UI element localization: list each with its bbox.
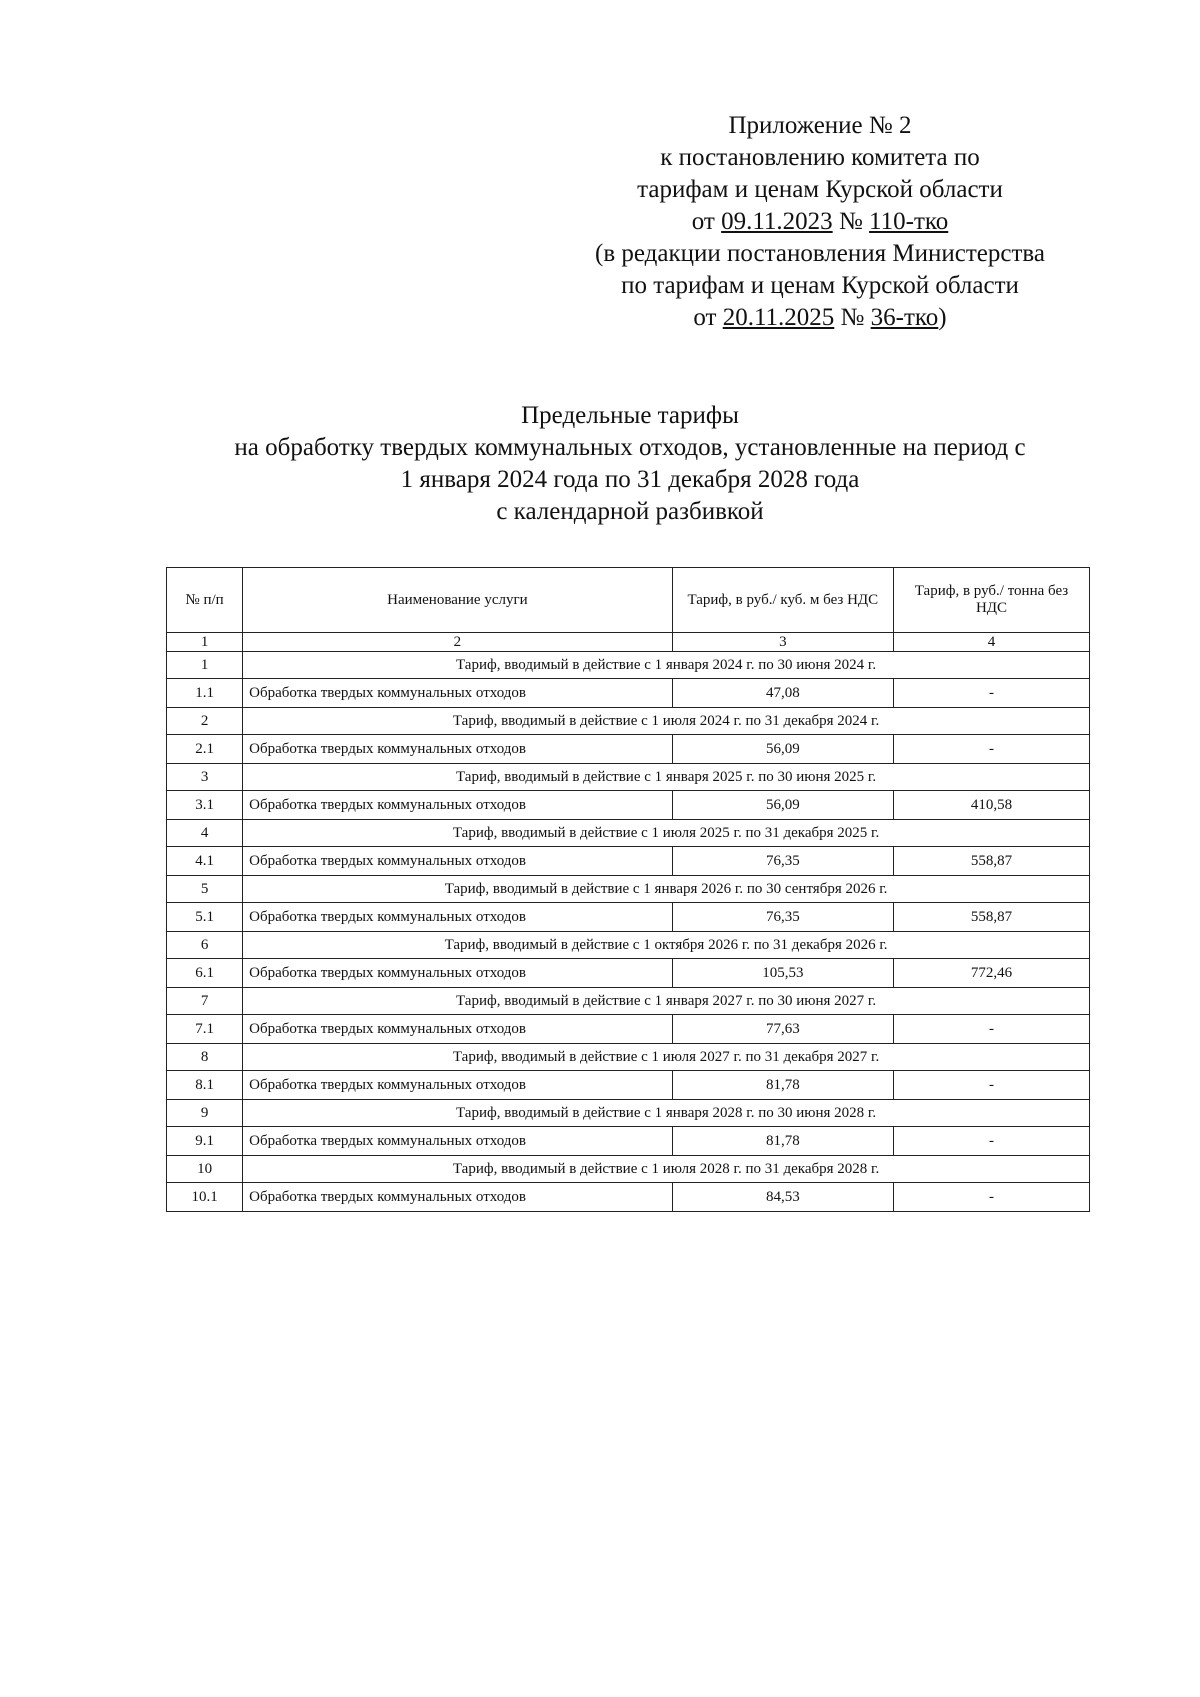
tariff-ton-cell: - (893, 679, 1089, 708)
period-description-cell: Тариф, вводимый в действие с 1 января 2026 г. по 30 сентября 2026 г. (243, 876, 1090, 903)
decree-number: 110-тко (869, 208, 949, 235)
amendment-ministry-line: по тарифам и ценам Курской области (621, 272, 1019, 299)
period-row (167, 1100, 1090, 1127)
header-tariff-cubic: Тариф, в руб./ куб. м без НДС (672, 568, 893, 633)
period-row (167, 1156, 1090, 1183)
item-num-cell: 10.1 (167, 1183, 243, 1212)
period-description-cell: Тариф, вводимый в действие с 1 января 2027 г. по 30 июня 2027 г. (243, 988, 1090, 1015)
period-row (167, 988, 1090, 1015)
amendment-line: (в редакции постановления Министерства (595, 240, 1045, 267)
table-row (167, 679, 1090, 708)
period-num-cell: 4 (167, 820, 243, 847)
item-num-cell: 2.1 (167, 735, 243, 764)
period-num-cell: 3 (167, 764, 243, 791)
service-name-cell: Обработка твердых коммунальных отходов (243, 959, 673, 988)
tariff-cubic-cell: 84,53 (672, 1183, 893, 1212)
table-row (167, 1015, 1090, 1044)
period-description-cell: Тариф, вводимый в действие с 1 июля 2024 г. по 31 декабря 2024 г. (243, 708, 1090, 735)
tariff-ton-cell: 558,87 (893, 903, 1089, 932)
table-row (167, 903, 1090, 932)
table-row (167, 735, 1090, 764)
tariff-cubic-cell: 81,78 (672, 1071, 893, 1100)
column-index-row (167, 633, 1090, 652)
title-line-3: 1 января 2024 года по 31 декабря 2028 года (400, 466, 860, 493)
tariff-table (166, 567, 1090, 1212)
period-num-cell: 1 (167, 652, 243, 679)
period-num-cell: 6 (167, 932, 243, 959)
service-name-cell: Обработка твердых коммунальных отходов (243, 1183, 673, 1212)
table-header-row (167, 568, 1090, 633)
period-description-cell: Тариф, вводимый в действие с 1 июля 2027 г. по 31 декабря 2027 г. (243, 1044, 1090, 1071)
amendment-number-sign: № (840, 304, 865, 331)
period-description-cell: Тариф, вводимый в действие с 1 июля 2025 г. по 31 декабря 2025 г. (243, 820, 1090, 847)
decree-date-prefix: от (691, 208, 715, 235)
table-body (167, 633, 1090, 1212)
column-index-cell: 1 (167, 633, 243, 652)
service-name-cell: Обработка твердых коммунальных отходов (243, 1071, 673, 1100)
service-name-cell: Обработка твердых коммунальных отходов (243, 903, 673, 932)
tariff-cubic-cell: 56,09 (672, 735, 893, 764)
table-row (167, 847, 1090, 876)
amendment-date-prefix: от (693, 304, 717, 331)
period-description-cell: Тариф, вводимый в действие с 1 января 2025 г. по 30 июня 2025 г. (243, 764, 1090, 791)
period-row (167, 764, 1090, 791)
service-name-cell: Обработка твердых коммунальных отходов (243, 735, 673, 764)
period-description-cell: Тариф, вводимый в действие с 1 января 2028 г. по 30 июня 2028 г. (243, 1100, 1090, 1127)
item-num-cell: 5.1 (167, 903, 243, 932)
table-row (167, 1071, 1090, 1100)
column-index-cell: 4 (893, 633, 1089, 652)
amendment-number: 36-тко (870, 304, 939, 331)
period-row (167, 708, 1090, 735)
document-title (160, 400, 1100, 528)
tariff-cubic-cell: 77,63 (672, 1015, 893, 1044)
period-num-cell: 8 (167, 1044, 243, 1071)
item-num-cell: 1.1 (167, 679, 243, 708)
tariff-ton-cell: - (893, 1127, 1089, 1156)
item-num-cell: 4.1 (167, 847, 243, 876)
table-row (167, 1183, 1090, 1212)
service-name-cell: Обработка твердых коммунальных отходов (243, 791, 673, 820)
item-num-cell: 8.1 (167, 1071, 243, 1100)
tariff-cubic-cell: 76,35 (672, 847, 893, 876)
column-index-cell: 2 (243, 633, 673, 652)
table-row (167, 1127, 1090, 1156)
tariff-cubic-cell: 81,78 (672, 1127, 893, 1156)
tariff-ton-cell: - (893, 1071, 1089, 1100)
item-num-cell: 7.1 (167, 1015, 243, 1044)
title-line-1: Предельные тарифы (521, 402, 739, 429)
service-name-cell: Обработка твердых коммунальных отходов (243, 847, 673, 876)
header-tariff-ton: Тариф, в руб./ тонна без НДС (893, 568, 1089, 633)
tariff-ton-cell: 772,46 (893, 959, 1089, 988)
appendix-committee-line: тарифам и ценам Курской области (637, 176, 1003, 203)
period-row (167, 1044, 1090, 1071)
period-description-cell: Тариф, вводимый в действие с 1 октября 2026 г. по 31 декабря 2026 г. (243, 932, 1090, 959)
appendix-number: Приложение № 2 (728, 112, 912, 139)
period-num-cell: 2 (167, 708, 243, 735)
item-num-cell: 6.1 (167, 959, 243, 988)
period-description-cell: Тариф, вводимый в действие с 1 июля 2028 г. по 31 декабря 2028 г. (243, 1156, 1090, 1183)
period-num-cell: 5 (167, 876, 243, 903)
tariff-ton-cell: - (893, 1183, 1089, 1212)
header-num: № п/п (167, 568, 243, 633)
tariff-ton-cell: - (893, 1015, 1089, 1044)
item-num-cell: 3.1 (167, 791, 243, 820)
item-num-cell: 9.1 (167, 1127, 243, 1156)
service-name-cell: Обработка твердых коммунальных отходов (243, 679, 673, 708)
period-num-cell: 10 (167, 1156, 243, 1183)
appendix-ref-line: к постановлению комитета по (660, 144, 980, 171)
tariff-cubic-cell: 56,09 (672, 791, 893, 820)
amendment-date: 20.11.2025 (722, 304, 835, 331)
title-line-2: на обработку твердых коммунальных отходов, установленные на период с (234, 434, 1026, 461)
service-name-cell: Обработка твердых коммунальных отходов (243, 1015, 673, 1044)
period-num-cell: 7 (167, 988, 243, 1015)
appendix-header (560, 110, 1080, 334)
appendix-original-decree (560, 206, 1080, 238)
column-index-cell: 3 (672, 633, 893, 652)
period-row (167, 820, 1090, 847)
period-row (167, 652, 1090, 679)
period-row (167, 932, 1090, 959)
tariff-ton-cell: - (893, 735, 1089, 764)
service-name-cell: Обработка твердых коммунальных отходов (243, 1127, 673, 1156)
tariff-cubic-cell: 105,53 (672, 959, 893, 988)
tariff-cubic-cell: 76,35 (672, 903, 893, 932)
table-row (167, 791, 1090, 820)
decree-number-sign: № (838, 208, 863, 235)
amendment-decree (560, 302, 1080, 334)
period-row (167, 876, 1090, 903)
period-num-cell: 9 (167, 1100, 243, 1127)
period-description-cell: Тариф, вводимый в действие с 1 января 2024 г. по 30 июня 2024 г. (243, 652, 1090, 679)
header-service-name: Наименование услуги (243, 568, 673, 633)
table-row (167, 959, 1090, 988)
amendment-close-paren: ) (938, 304, 947, 331)
decree-date: 09.11.2023 (721, 208, 833, 235)
tariff-ton-cell: 558,87 (893, 847, 1089, 876)
tariff-ton-cell: 410,58 (893, 791, 1089, 820)
title-line-4: с календарной разбивкой (496, 498, 764, 525)
tariff-cubic-cell: 47,08 (672, 679, 893, 708)
